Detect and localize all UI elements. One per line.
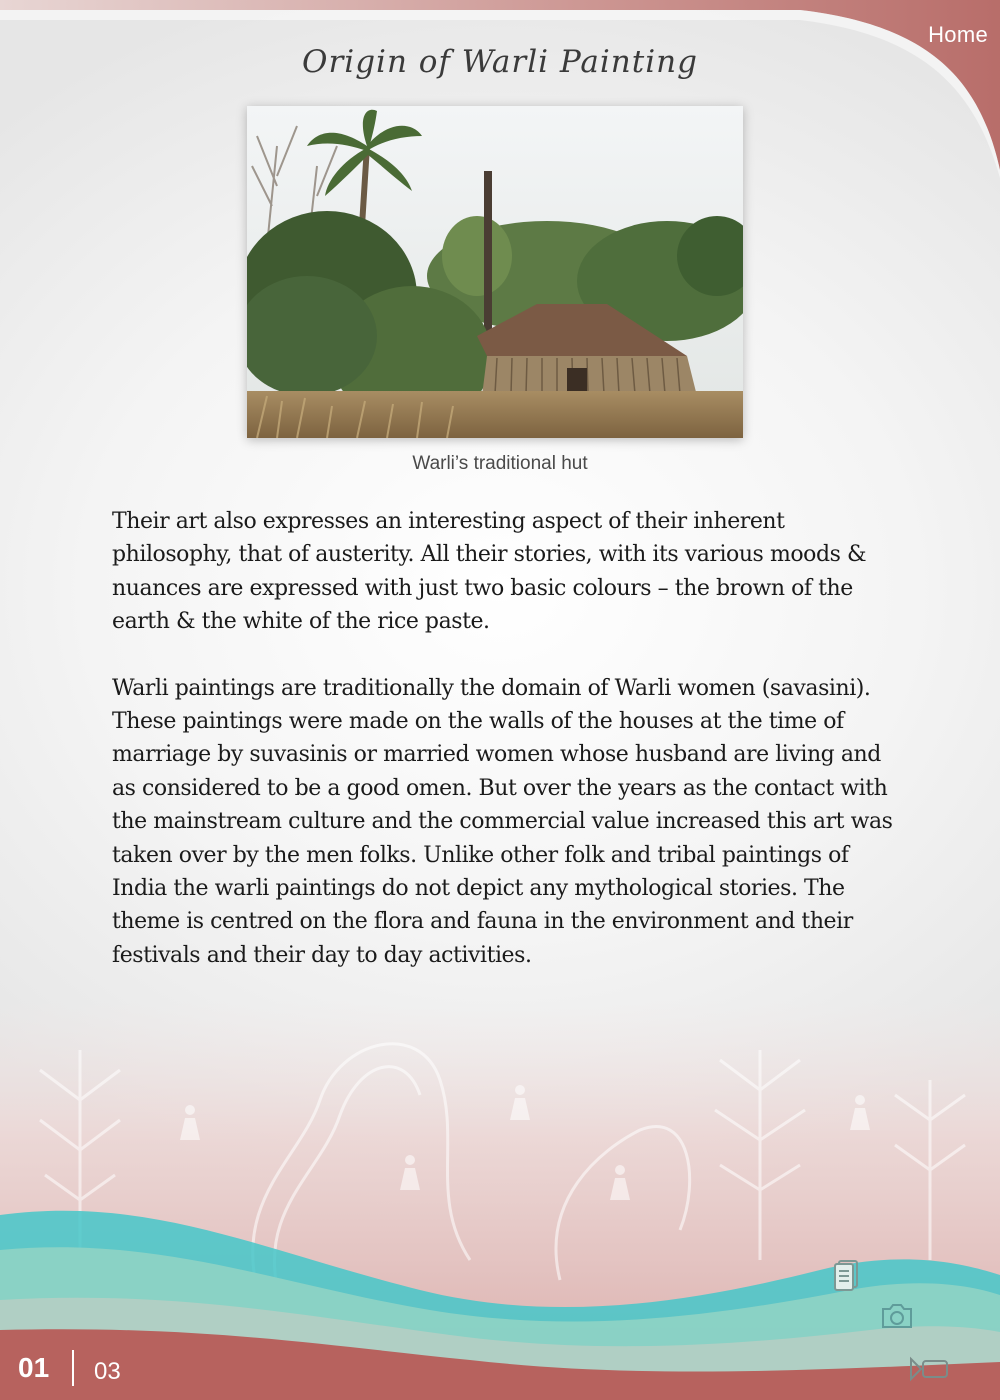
paragraph: Their art also expresses an interesting aspect of their inherent philosophy, that of austerity. All their stories, with its various moods & nuances are expressed with just two basic colours – the brown of the earth & the white of the rice paste. <box>112 509 867 635</box>
camera-icon[interactable] <box>880 1303 914 1329</box>
body-text <box>112 505 902 1005</box>
home-link[interactable]: Home <box>928 22 988 47</box>
document-icon[interactable] <box>833 1259 861 1291</box>
video-icon[interactable] <box>908 1356 950 1382</box>
total-pages-number: 03 <box>94 1358 121 1385</box>
page-title: Origin of Warli Painting <box>302 44 698 80</box>
page-divider <box>72 1350 74 1386</box>
paragraph: Warli paintings are traditionally the domain of Warli women (savasini). These paintings were made on the walls of the houses at the time of marriage by suvasinis or married women whose husband are living and as considered to be a good omen. But over the years as the contact with the mainstream culture and the commercial value increased this art was taken over by the men folks. Unlike other folk and tribal paintings of India the warli paintings do not depict any mythological stories. The theme is centred on the flora and fauna in the environment and their festivals and their day to day activities. <box>112 675 893 968</box>
current-page-number: 01 <box>18 1352 50 1383</box>
photo-caption: Warli’s traditional hut <box>412 453 588 474</box>
hut-photo <box>247 106 743 438</box>
